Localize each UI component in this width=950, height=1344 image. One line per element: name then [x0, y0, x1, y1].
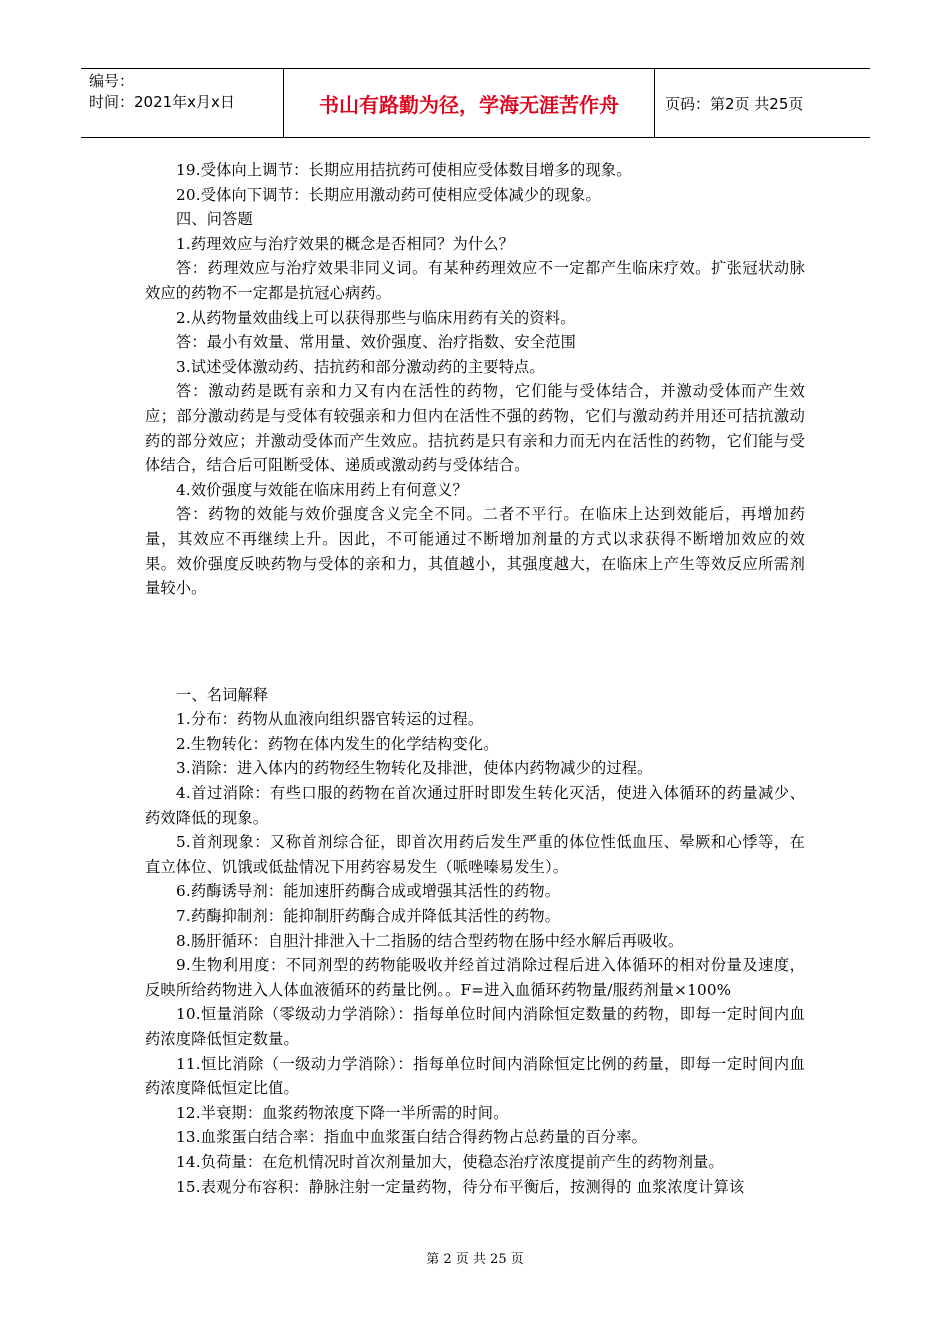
section-definitions: [145, 683, 805, 1199]
definition: 10.恒量消除（零级动力学消除）：指每单位时间内消除恒定数量的药物，即每一定时间内血药浓度降低恒定数量。: [145, 1005, 805, 1048]
definition: 4.首过消除：有些口服的药物在首次通过肝时即发生转化灭活，使进入体循环的药量减少、药效降低的现象。: [145, 784, 805, 827]
definition: 2.生物转化：药物在体内发生的化学结构变化。: [176, 734, 499, 753]
question: 2.从药物量效曲线上可以获得那些与临床用药有关的资料。: [176, 308, 576, 327]
paragraph: 19.受体向上调节：长期应用拮抗药可使相应受体数目增多的现象。: [176, 161, 632, 179]
header-meta: [81, 69, 283, 137]
document-body: [145, 158, 805, 1199]
question: 3.试述受体激动药、拮抗药和部分激动药的主要特点。: [176, 357, 545, 376]
definition: 1.分布：药物从血液向组织器官转运的过程。: [176, 710, 484, 729]
header-page-number: 页码：第2页 共25页: [665, 94, 804, 113]
definition: 15.表观分布容积：静脉注射一定量药物，待分布平衡后，按测得的 血浆浓度计算该: [176, 1177, 745, 1196]
definition: 3.消除：进入体内的药物经生物转化及排泄，使体内药物减少的过程。: [176, 759, 653, 778]
question: 1.药理效应与治疗效果的概念是否相同？为什么？: [176, 234, 515, 253]
answer: 答：药理效应与治疗效果非同义词。有某种药理效应不一定都产生临床疗效。扩张冠状动脉效应的药物不一定都是抗冠心病药。: [145, 259, 805, 302]
page-header: [81, 68, 870, 138]
definition: 5.首剂现象：又称首剂综合征，即首次用药后发生严重的体位性低血压、晕厥和心悸等，在直立体位、饥饿或低盐情况下用药容易发生（哌唑嗪易发生）。: [145, 833, 805, 876]
paragraph: 20.受体向下调节：长期应用激动药可使相应受体减少的现象。: [176, 185, 601, 204]
definition: 9.生物利用度：不同剂型的药物能吸收并经首过消除过程后进入体循环的相对份量及速度，反映所给药物进入人体血液循环的药量比例。。F=进入血循环药物量/服药剂量×100%: [145, 956, 805, 999]
page-footer: 第 2 页 共 25 页: [426, 1252, 524, 1267]
section-spacer: [145, 601, 805, 683]
answer: 答：激动药是既有亲和力又有内在活性的药物，它们能与受体结合，并激动受体而产生效应；部分激动药是与受体有较强亲和力但内在活性不强的药物，它们与激动药并用还可拮抗激动药的部分效应；并激动受体而产生效应。拮抗药是只有亲和力而无内在活性的药物，它们能与受体结合，结合后可阻断受体、递质或激动药与受体结合。: [145, 382, 805, 475]
document-date-label: 时间：2021年x月x日: [89, 93, 235, 111]
definition: 12.半衰期：血浆药物浓度下降一半所需的时间。: [176, 1103, 509, 1122]
definition: 8.肠肝循环：自胆汁排泄入十二指肠的结合型药物在肠中经水解后再吸收。: [176, 931, 684, 950]
answer: 答：药物的效能与效价强度含义完全不同。二者不平行。在临床上达到效能后，再增加药量，其效应不再继续上升。因此，不可能通过不断增加剂量的方式以求获得不断增加效应的效果。效价强度反映药物与受体的亲和力，其值越小，其强度越大，在临床上产生等效反应所需剂量较小。: [145, 505, 805, 598]
definition: 13.血浆蛋白结合率：指血中血浆蛋白结合得药物占总药量的百分率。: [176, 1128, 647, 1147]
definition: 14.负荷量：在危机情况时首次剂量加大，使稳态治疗浓度提前产生的药物剂量。: [176, 1152, 724, 1171]
document-number-label: 编号：: [89, 72, 135, 90]
section-qa: [145, 158, 805, 601]
section-heading: 四、问答题: [176, 210, 253, 229]
answer: 答：最小有效量、常用量、效价强度、治疗指数、安全范围: [176, 333, 577, 352]
definition: 11.恒比消除（一级动力学消除）：指每单位时间内消除恒定比例的药量，即每一定时间内血药浓度降低恒定比值。: [145, 1054, 805, 1098]
header-motto: 书山有路勤为径，学海无涯苦作舟: [283, 69, 655, 137]
section-heading: 一、名词解释: [176, 685, 269, 704]
question: 4.效价强度与效能在临床用药上有何意义？: [176, 480, 468, 499]
definition: 6.药酶诱导剂：能加速肝药酶合成或增强其活性的药物。: [176, 882, 561, 901]
definition: 7.药酶抑制剂：能抑制肝药酶合成并降低其活性的药物。: [176, 907, 561, 926]
